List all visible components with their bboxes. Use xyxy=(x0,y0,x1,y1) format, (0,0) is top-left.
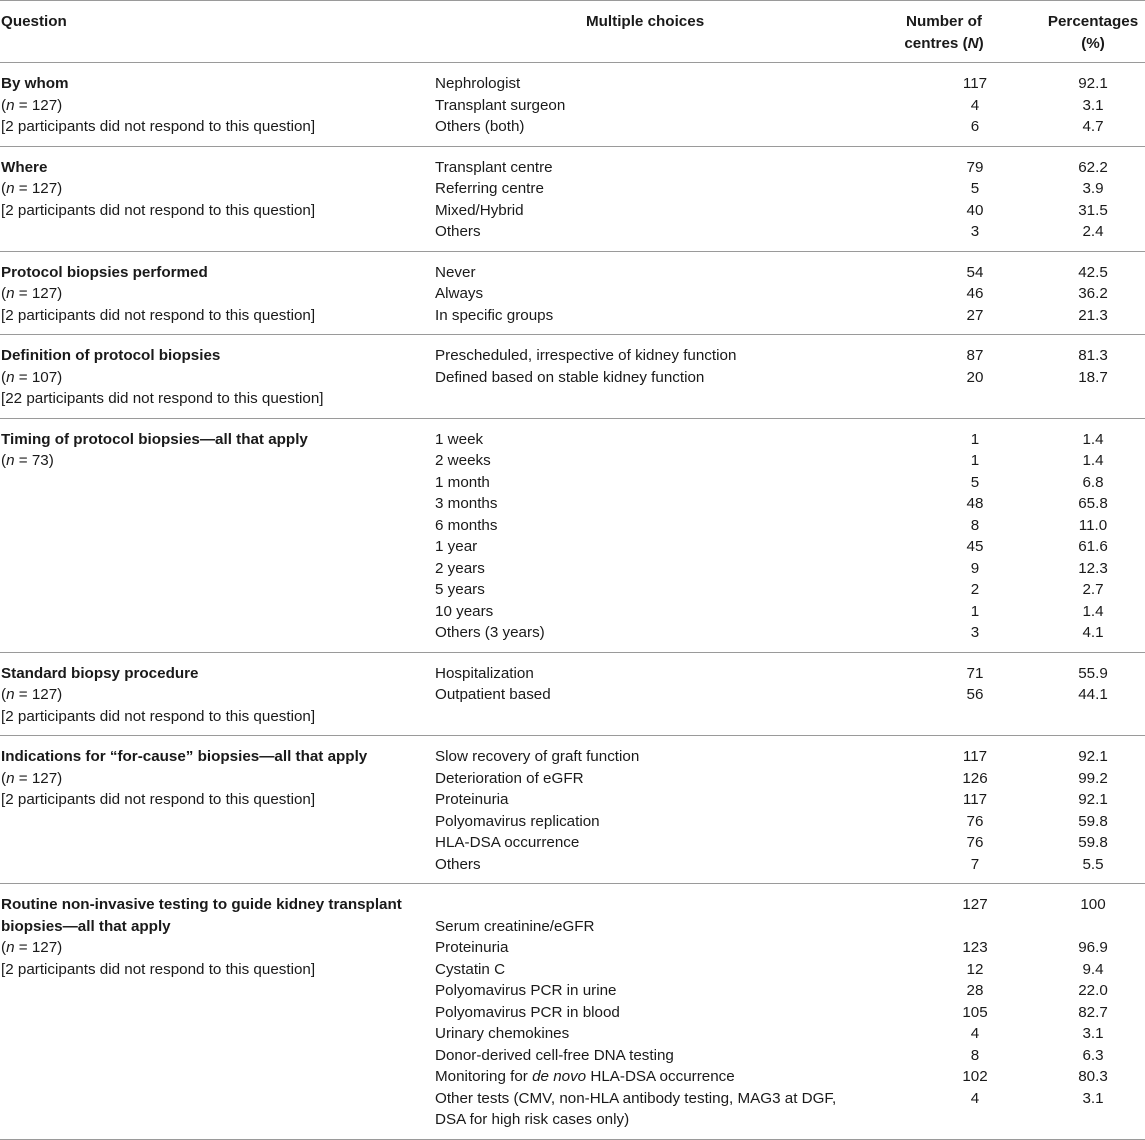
header-number-line2: centres (N) xyxy=(904,34,984,52)
percent-value: 2.7 xyxy=(1082,581,1104,598)
table-row xyxy=(435,157,1145,179)
table-row xyxy=(435,345,1145,367)
count-value: 87 xyxy=(966,347,984,364)
percent-value: 44.1 xyxy=(1078,686,1108,703)
question-note: [2 participants did not respond to this question] xyxy=(1,118,316,135)
percent-value: 3.1 xyxy=(1082,96,1104,114)
table-row xyxy=(435,558,1145,580)
choice-label: 1 month xyxy=(435,473,490,491)
question-group xyxy=(0,252,1145,336)
question-cell xyxy=(0,429,435,644)
count-value: 3 xyxy=(970,624,980,641)
count-value: 28 xyxy=(966,982,984,999)
table-row xyxy=(435,622,1145,644)
percent-value: 1.4 xyxy=(1082,430,1104,448)
count-value: 76 xyxy=(966,834,984,851)
table-row xyxy=(435,1066,1145,1088)
question-cell xyxy=(0,894,435,1131)
question-cell xyxy=(0,73,435,138)
choice-label: Always xyxy=(435,285,484,302)
table-row xyxy=(435,768,1145,790)
table-row xyxy=(435,1088,1145,1131)
table-row xyxy=(435,536,1145,558)
count-value: 76 xyxy=(966,812,984,830)
table-row xyxy=(435,854,1145,876)
percent-value: 99.2 xyxy=(1078,769,1108,787)
count-value: 6 xyxy=(970,118,980,135)
question-group xyxy=(0,63,1145,147)
percent-value: 9.4 xyxy=(1082,960,1104,978)
choice-label: Polyomavirus PCR in urine xyxy=(435,982,617,999)
count-value: 4 xyxy=(970,1025,980,1042)
percent-value: 31.5 xyxy=(1078,201,1108,219)
count-value: 20 xyxy=(966,368,984,386)
count-value: 3 xyxy=(970,223,980,240)
table-row xyxy=(435,601,1145,623)
count-value: 117 xyxy=(962,791,988,808)
question-title: Protocol biopsies performed xyxy=(1,263,208,281)
table-row xyxy=(435,283,1145,305)
question-n: (n = 127) xyxy=(1,686,63,703)
choice-label: Outpatient based xyxy=(435,686,551,703)
choices-cell xyxy=(435,894,1145,1131)
table-row xyxy=(435,832,1145,854)
count-value: 117 xyxy=(962,748,988,765)
percent-value: 6.8 xyxy=(1082,473,1104,491)
choice-label: In specific groups xyxy=(435,306,554,324)
percent-value: 11.0 xyxy=(1078,516,1108,534)
percent-value: 1.4 xyxy=(1082,602,1104,620)
percent-value: 80.3 xyxy=(1078,1068,1108,1085)
question-title: Routine non-invasive testing to guide kidney transplant xyxy=(1,896,402,913)
percent-value: 3.1 xyxy=(1082,1089,1104,1107)
count-value: 1 xyxy=(970,452,980,469)
choice-label: 1 year xyxy=(435,538,478,555)
choices-cell xyxy=(435,73,1145,138)
choice-label xyxy=(435,894,895,916)
question-title: Where xyxy=(1,158,48,176)
question-title: biopsies—all that apply xyxy=(1,917,171,935)
count-value: 9 xyxy=(970,559,980,577)
count-value: 126 xyxy=(962,769,988,787)
choice-label: 5 years xyxy=(435,581,485,598)
count-value: 4 xyxy=(970,1089,980,1107)
percent-value: 62.2 xyxy=(1078,158,1108,176)
count-value: 2 xyxy=(970,581,980,598)
choice-label: Proteinuria xyxy=(435,791,509,808)
choice-label: 3 months xyxy=(435,495,498,512)
count-value: 48 xyxy=(966,495,984,512)
choice-label: 10 years xyxy=(435,602,494,620)
table-row xyxy=(435,515,1145,537)
question-title: By whom xyxy=(1,75,69,92)
question-note: [2 participants did not respond to this question] xyxy=(1,960,316,978)
question-title: Standard biopsy procedure xyxy=(1,664,199,682)
question-title: Definition of protocol biopsies xyxy=(1,347,221,364)
choice-label: Prescheduled, irrespective of kidney function xyxy=(435,347,737,364)
question-group xyxy=(0,419,1145,653)
table-row xyxy=(435,73,1145,95)
question-n: (n = 127) xyxy=(1,939,63,956)
choice-label: Transplant surgeon xyxy=(435,96,566,114)
percent-value: 65.8 xyxy=(1078,495,1108,512)
choice-label: HLA-DSA occurrence xyxy=(435,834,580,851)
choices-cell xyxy=(435,429,1145,644)
table-row xyxy=(435,305,1145,327)
choice-label: Proteinuria xyxy=(435,939,509,956)
question-n: (n = 107) xyxy=(1,368,63,386)
count-value: 27 xyxy=(966,306,984,324)
question-group xyxy=(0,653,1145,737)
choice-label: Polyomavirus PCR in blood xyxy=(435,1003,620,1021)
question-group xyxy=(0,147,1145,252)
table-row xyxy=(435,472,1145,494)
choice-label: Urinary chemokines xyxy=(435,1025,570,1042)
question-cell xyxy=(0,345,435,410)
table-row xyxy=(435,916,1145,938)
choice-label: Referring centre xyxy=(435,180,544,197)
count-value: 5 xyxy=(970,473,980,491)
percent-value: 6.3 xyxy=(1082,1046,1104,1064)
percent-value: 59.8 xyxy=(1078,834,1108,851)
choice-label: Never xyxy=(435,263,476,281)
choices-cell xyxy=(435,746,1145,875)
question-n: (n = 127) xyxy=(1,96,63,114)
header-choices: Multiple choices xyxy=(586,13,705,30)
question-note: [2 participants did not respond to this question] xyxy=(1,201,316,219)
table-row xyxy=(435,579,1145,601)
table-row xyxy=(435,178,1145,200)
table-row xyxy=(435,937,1145,959)
count-value: 117 xyxy=(962,75,988,92)
table-row xyxy=(435,493,1145,515)
count-value: 46 xyxy=(966,285,984,302)
question-title: Timing of protocol biopsies—all that apply xyxy=(1,430,308,448)
count-value: 79 xyxy=(966,158,984,176)
choice-label: Other tests (CMV, non-HLA antibody testing, MAG3 at DGF, DSA for high risk cases only) xyxy=(435,1089,837,1128)
count-value: 8 xyxy=(970,1046,980,1064)
count-value: 45 xyxy=(966,538,984,555)
percent-value: 22.0 xyxy=(1078,982,1108,999)
count-value: 102 xyxy=(962,1068,988,1085)
choice-label: 2 years xyxy=(435,559,485,577)
choice-label: Nephrologist xyxy=(435,75,521,92)
table-row xyxy=(435,894,1145,916)
table-row xyxy=(435,221,1145,243)
question-group xyxy=(0,335,1145,419)
percent-value: 4.1 xyxy=(1082,624,1104,641)
question-cell xyxy=(0,663,435,728)
count-value: 4 xyxy=(970,96,980,114)
percent-value: 21.3 xyxy=(1078,306,1108,324)
percent-value: 55.9 xyxy=(1078,664,1108,682)
percent-value xyxy=(1041,916,1145,938)
table-row xyxy=(435,811,1145,833)
table-row xyxy=(435,1045,1145,1067)
percent-value: 4.7 xyxy=(1082,118,1104,135)
count-value: 12 xyxy=(966,960,984,978)
percent-value: 100 xyxy=(1080,896,1106,913)
table-row xyxy=(435,450,1145,472)
question-group xyxy=(0,884,1145,1140)
count-value: 123 xyxy=(962,939,988,956)
question-note: [2 participants did not respond to this question] xyxy=(1,306,316,324)
choice-label: 2 weeks xyxy=(435,452,491,469)
choices-cell xyxy=(435,345,1145,410)
percent-value: 3.1 xyxy=(1082,1025,1104,1042)
question-group xyxy=(0,736,1145,884)
table-row xyxy=(435,980,1145,1002)
percent-value: 61.6 xyxy=(1078,538,1108,555)
choice-label: Others xyxy=(435,223,481,240)
table-row xyxy=(435,95,1145,117)
choices-cell xyxy=(435,262,1145,327)
table-row xyxy=(435,367,1145,389)
count-value: 71 xyxy=(966,664,984,682)
count-value: 1 xyxy=(970,602,980,620)
question-note: [22 participants did not respond to this question] xyxy=(1,390,324,407)
question-note: [2 participants did not respond to this question] xyxy=(1,707,316,725)
choice-label: Defined based on stable kidney function xyxy=(435,368,705,386)
choice-label: Others (3 years) xyxy=(435,624,545,641)
percent-value: 1.4 xyxy=(1082,452,1104,469)
question-note: [2 participants did not respond to this question] xyxy=(1,791,316,808)
question-n: (n = 127) xyxy=(1,285,63,302)
count-value: 1 xyxy=(970,430,980,448)
table-row xyxy=(435,1002,1145,1024)
table-row xyxy=(435,429,1145,451)
choice-label: Cystatin C xyxy=(435,960,506,978)
table-row xyxy=(435,789,1145,811)
choice-label: Monitoring for de novo HLA-DSA occurrence xyxy=(435,1068,735,1085)
table-row xyxy=(435,684,1145,706)
question-title: Indications for “for-cause” biopsies—all that apply xyxy=(1,748,368,765)
choice-label: Others (both) xyxy=(435,118,525,135)
percent-value: 92.1 xyxy=(1078,75,1108,92)
question-cell xyxy=(0,157,435,243)
table-row xyxy=(435,959,1145,981)
count-value: 105 xyxy=(962,1003,988,1021)
count-value: 54 xyxy=(966,263,984,281)
count-value: 127 xyxy=(962,896,988,913)
choice-label: Hospitalization xyxy=(435,664,534,682)
percent-value: 42.5 xyxy=(1078,263,1108,281)
table-header xyxy=(0,0,1145,63)
choice-label: Mixed/Hybrid xyxy=(435,201,524,219)
question-n: (n = 127) xyxy=(1,769,63,787)
count-value xyxy=(909,916,1041,938)
table-row xyxy=(435,262,1145,284)
percent-value: 36.2 xyxy=(1078,285,1108,302)
table-row xyxy=(435,1023,1145,1045)
percent-value: 82.7 xyxy=(1078,1003,1108,1021)
percent-value: 81.3 xyxy=(1078,347,1108,364)
table-row xyxy=(435,200,1145,222)
choices-cell xyxy=(435,663,1145,728)
choice-label: 1 week xyxy=(435,430,484,448)
choice-label: Transplant centre xyxy=(435,158,553,176)
count-value: 8 xyxy=(970,516,980,534)
percent-value: 59.8 xyxy=(1078,812,1108,830)
percent-value: 92.1 xyxy=(1078,748,1108,765)
choices-cell xyxy=(435,157,1145,243)
table-row xyxy=(435,116,1145,138)
count-value: 56 xyxy=(966,686,984,703)
choice-label: Donor-derived cell-free DNA testing xyxy=(435,1046,674,1064)
table-row xyxy=(435,663,1145,685)
choice-label: Polyomavirus replication xyxy=(435,812,600,830)
choice-label: Others xyxy=(435,855,481,873)
count-value: 7 xyxy=(970,855,980,873)
table-body xyxy=(0,63,1145,1140)
choice-label: Slow recovery of graft function xyxy=(435,748,640,765)
percent-value: 18.7 xyxy=(1078,368,1108,386)
percent-value: 5.5 xyxy=(1082,855,1104,873)
count-value: 40 xyxy=(966,201,984,219)
header-percent: Percentages (%) xyxy=(1047,13,1139,52)
header-number: Number of centres (N) xyxy=(904,13,984,52)
percent-value: 2.4 xyxy=(1082,223,1104,240)
question-cell xyxy=(0,746,435,875)
count-value: 5 xyxy=(970,180,980,197)
question-cell xyxy=(0,262,435,327)
percent-value: 96.9 xyxy=(1078,939,1108,956)
question-n: (n = 127) xyxy=(1,180,63,197)
choice-label: 6 months xyxy=(435,516,498,534)
choice-label: Serum creatinine/eGFR xyxy=(435,917,595,935)
table-row xyxy=(435,746,1145,768)
choice-label: Deterioration of eGFR xyxy=(435,769,584,787)
percent-value: 3.9 xyxy=(1082,180,1104,197)
percent-value: 12.3 xyxy=(1078,559,1108,577)
percent-value: 92.1 xyxy=(1078,791,1108,808)
header-question: Question xyxy=(1,13,67,30)
question-n: (n = 73) xyxy=(1,452,54,469)
